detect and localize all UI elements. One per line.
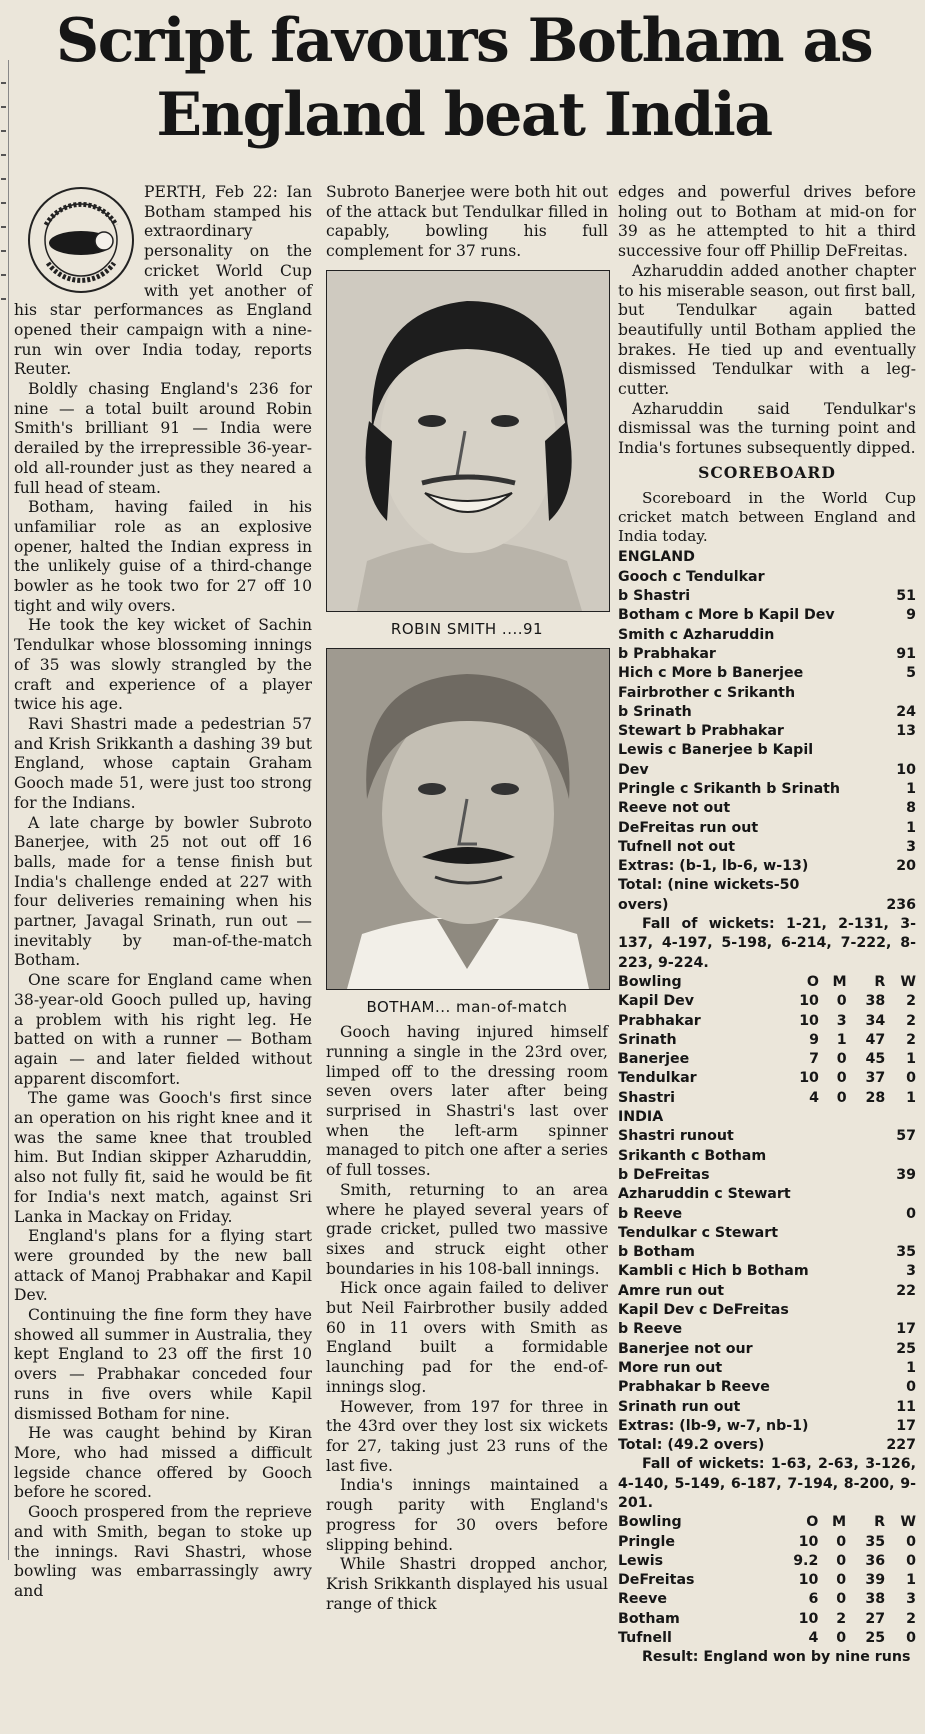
batsman-dismissal: Tendulkar c Stewart [618,1224,779,1241]
bowling-row [618,1571,916,1590]
england-bowling-table [618,1513,916,1648]
paragraph: Azharuddin added another chapter to his miserable season, out first ball, but Tendulkar again batted beautifully until Botham applied the brakes. He tied up and eventually dismissed Tendulkar with a leg-cutter. [618,261,916,399]
runs: 24 [896,703,916,720]
bowling-cell: 6 [808,1591,819,1608]
scoreboard-heading: SCOREBOARD [698,462,836,482]
batting-row [618,626,916,645]
bowling-header: O [806,1514,819,1531]
article-column-2 [326,183,608,1614]
runs [876,876,916,895]
runs: 5 [906,665,916,682]
bowling-row [618,1629,916,1648]
bowling-cell: 2 [906,1610,916,1627]
batsman-dismissal: Total: (49.2 overs) [618,1437,765,1454]
match-result: Result: England won by nine runs [642,1649,911,1666]
batsman-dismissal: b Reeve [618,1321,683,1338]
runs: 3 [906,1263,916,1280]
bowling-header: W [900,1514,916,1531]
batsman-dismissal: Tufnell not out [618,838,735,855]
paragraph: Ravi Shastri made a pedestrian 57 and Krish Srikkanth a dashing 39 but England, whose captain Graham Gooch made 51, were just too strong for the Indians. [14,714,312,812]
headline [14,4,914,152]
runs: 91 [896,645,916,662]
batsman-dismissal: Botham c More b Kapil Dev [618,607,835,624]
paragraph: Hick once again failed to deliver but Neil Fairbrother busily added 60 in 11 overs with Smith as England built a formidable launching pad for the end-of-innings slog. [326,1279,608,1396]
bowling-cell: 34 [865,1012,886,1029]
batsman-dismissal: Total: (nine wickets-50 [618,877,800,894]
bowling-cell: 1 [906,1051,916,1068]
bowling-cell: 38 [865,993,886,1010]
batting-row [618,780,916,799]
bowling-cell: 0 [836,1572,847,1589]
batting-row [618,741,916,760]
paragraph: He was caught behind by Kiran More, who had missed a difficult legside chance offered by Gooch before he scored. [14,1424,312,1502]
india-batting [618,1127,916,1455]
bowling-cell: DeFreitas [618,1572,695,1589]
paragraph: India's innings maintained a rough parity with England's progress for 30 overs before slipping behind. [326,1476,608,1554]
bowling-cell: 36 [865,1552,886,1569]
bowling-header: Bowling [618,1514,682,1531]
batting-row [618,799,916,818]
runs: 51 [896,588,916,605]
bowling-cell: 27 [865,1610,886,1627]
runs [876,1224,916,1243]
batsman-dismissal: b Prabhakar [618,645,716,662]
batting-row [618,1301,916,1320]
paragraph: He took the key wicket of Sachin Tendulkar whose blossoming innings of 35 was slowly strangled by the craft and experience of a player twice his age. [14,616,312,714]
england-batting [618,568,916,915]
batting-row [618,819,916,838]
bowling-row [618,1089,916,1108]
bowling-cell: 10 [799,993,819,1010]
scoreboard [618,489,916,1668]
bowling-cell: 10 [798,1610,819,1627]
runs [876,1301,916,1320]
bowling-cell: 25 [865,1630,886,1647]
batsman-dismissal: Prabhakar b Reeve [618,1379,770,1396]
paragraph: edges and powerful drives before holing out to Botham at mid-on for 39 as he attempted to hit a third successive four off Phillip DeFreitas. [618,183,916,261]
batsman-dismissal: Pringle c Srikanth b Srinath [618,781,841,797]
bowling-cell: 0 [906,1070,916,1087]
bowling-cell: 4 [809,1089,819,1106]
batsman-dismissal: overs) [618,896,669,913]
batsman-dismissal: Kambli c Hich b Botham [618,1263,809,1280]
bowling-cell: 2 [836,1610,847,1627]
bowling-header: R [874,1514,886,1531]
bowling-cell: 35 [865,1533,886,1550]
paragraph: While Shastri dropped anchor, Krish Srikkanth displayed his usual range of thick [326,1555,608,1613]
botham-photo [326,648,610,990]
batsman-dismissal: Stewart b Prabhakar [618,723,784,740]
runs: 0 [906,1205,916,1222]
batting-row [618,722,916,741]
bowling-cell: Tendulkar [618,1070,697,1087]
bowling-cell: 37 [865,1070,886,1087]
bowling-cell: 9 [809,1031,819,1048]
batting-row [618,1185,916,1204]
bowling-cell: Prabhakar [618,1012,701,1029]
batsman-dismissal: Srinath run out [618,1398,741,1415]
bowling-header: W [900,973,916,990]
runs [876,741,916,760]
batting-row [618,1243,916,1262]
runs [876,1147,916,1166]
batting-row [618,645,916,664]
bowling-cell: Lewis [618,1552,664,1569]
paragraph: Botham, having failed in his unfamiliar role as an explosive opener, halted the Indian express in the unlikely guise of a third-change bowler as he took two for 27 off 10 tight and wily overs. [14,498,312,615]
bowling-row [618,1012,916,1031]
article-column-3 [618,183,916,1668]
runs [876,1185,916,1204]
batting-row [618,876,916,895]
batsman-dismissal: Hich c More b Banerjee [618,665,804,682]
scoreboard-intro: Scoreboard in the World Cup cricket match between England and India today. [618,488,916,546]
batsman-dismissal: Lewis c Banerjee b Kapil [618,742,814,759]
bowling-cell: 38 [865,1591,886,1608]
batsman-dismissal: b DeFreitas [618,1166,710,1183]
bowling-cell: 9.2 [793,1552,819,1569]
batsman-dismissal: DeFreitas run out [618,819,759,836]
bowling-cell: 0 [906,1630,916,1647]
runs: 25 [896,1340,916,1357]
runs: 3 [906,838,916,855]
runs: 8 [906,800,916,817]
headline-line-1: Script favours Botham as [55,6,873,76]
batting-row [618,1127,916,1146]
bowling-cell: Srinath [618,1031,677,1048]
bowling-cell: 10 [799,1012,819,1029]
runs: 236 [886,896,916,913]
bowling-cell: 0 [836,1533,847,1550]
bowling-cell: 3 [906,1591,916,1608]
runs [876,684,916,703]
bowling-cell: 0 [836,1591,847,1608]
bowling-header: M [832,1514,847,1531]
england-fall-of-wickets: Fall of wickets: 1-21, 2-131, 3-137, 4-197, 5-198, 6-214, 7-222, 8-223, 9-224. [618,916,916,971]
bowling-cell: 2 [906,1031,916,1048]
bowling-cell: 0 [836,1630,847,1647]
batting-row [618,896,916,915]
bowling-cell: 1 [836,1031,847,1048]
batsman-dismissal: b Reeve [618,1205,683,1222]
batting-row [618,1340,916,1359]
bowling-cell: 0 [836,993,847,1010]
batting-row [618,568,916,587]
bowling-cell: 10 [798,1572,819,1589]
batting-row [618,664,916,683]
bowling-cell: 7 [809,1051,819,1068]
bowling-cell: Botham [618,1610,680,1627]
batting-row [618,1398,916,1417]
runs [876,626,916,645]
bowling-cell: Shastri [618,1089,675,1106]
runs: 1 [906,781,916,797]
bowling-cell: 0 [906,1533,916,1550]
bowling-row [618,1610,916,1629]
bowling-cell: 28 [865,1089,886,1106]
england-label: ENGLAND [618,549,695,566]
runs: 9 [906,607,916,624]
runs: 1 [906,819,916,836]
bowling-cell: Kapil Dev [618,993,695,1010]
runs: 17 [896,1417,916,1434]
bowling-cell: 0 [836,1552,847,1569]
runs: 11 [896,1398,916,1415]
bowling-cell: 10 [799,1070,819,1087]
batsman-dismissal: Azharuddin c Stewart [618,1186,791,1203]
batting-row [618,1436,916,1455]
batsman-dismissal: Fairbrother c Srikanth [618,684,796,701]
runs: 35 [896,1244,916,1261]
runs: 57 [896,1128,916,1145]
paragraph: One scare for England came when 38-year-old Gooch pulled up, having a problem with his right leg. He batted on with a runner — Botham again — and later fielded without apparent discomfort. [14,971,312,1088]
bowling-cell: 45 [865,1051,886,1068]
paragraph: PERTH, Feb 22: Ian Botham stamped his extraordinary personality on the cricket World Cup with yet another of his star performances as England opened their campaign with a nine-run win over India today, reports Reuter. [14,183,312,379]
batsman-dismissal: Kapil Dev c DeFreitas [618,1302,789,1319]
runs: 39 [896,1166,916,1183]
runs: 22 [896,1282,916,1299]
bowling-cell: 39 [865,1572,886,1589]
batsman-dismissal: More run out [618,1359,723,1376]
robin-smith-photo [326,270,610,612]
bowling-cell: 3 [836,1012,847,1029]
bowling-cell: 0 [836,1089,847,1106]
paragraph: A late charge by bowler Subroto Banerjee, with 25 not out off 16 balls, made for a tense finish but India's challenge ended at 227 with four deliveries remaining when his partner, Javagal Srinath, run out — inevitably by man-of-the-match Botham. [14,813,312,970]
batting-row [618,587,916,606]
bowling-cell: 1 [906,1089,916,1106]
runs: 13 [896,723,916,740]
bowling-cell: Tufnell [618,1630,672,1647]
bowling-cell: Pringle [618,1533,675,1550]
batsman-dismissal: Dev [618,761,649,778]
india-bowling-table [618,973,916,1108]
bowling-cell: Reeve [618,1591,668,1608]
paragraph: Continuing the fine form they have showed all summer in Australia, they kept England to 23 off the first 10 overs — Prabhakar conceded four runs in five overs while Kapil dismissed Botham for nine. [14,1306,312,1423]
batting-row [618,1359,916,1378]
paragraph: Smith, returning to an area where he played several years of grade cricket, pulled two massive sixes and struck eight other boundaries in his 108-ball innings. [326,1180,608,1278]
page-edge-marks [0,60,9,1560]
batting-row [618,684,916,703]
paragraph: Gooch having injured himself running a single in the 23rd over, limped off to the dressing room seven overs later after being surprised in Shastri's last over when the left-arm spinner managed to pitch one after a series of full tosses. [326,1023,608,1180]
bowling-row [618,1031,916,1050]
batting-row [618,1417,916,1436]
paragraph: Azharuddin said Tendulkar's dismissal was the turning point and India's fortunes subsequently dipped. [618,399,916,458]
runs [876,568,916,587]
batting-row [618,606,916,625]
bowling-cell: 0 [906,1552,916,1569]
batting-row [618,761,916,780]
batting-row [618,857,916,876]
paragraph: The game was Gooch's first since an operation on his right knee and it was the same knee that troubled him. But Indian skipper Azharuddin, also not fully fit, said he would be fit for India's next match, against Sri Lanka in Mackay on Friday. [14,1089,312,1226]
bowling-header: M [832,973,847,990]
bowling-row [618,1552,916,1571]
bowling-cell: 47 [865,1031,886,1048]
runs: 20 [896,858,916,875]
batting-row [618,1147,916,1166]
batsman-dismissal: Extras: (lb-9, w-7, nb-1) [618,1417,809,1434]
bowling-header: O [806,973,819,990]
bowling-cell: Banerjee [618,1051,690,1068]
batsman-dismissal: b Botham [618,1244,695,1261]
bowling-cell: 10 [798,1533,819,1550]
batsman-dismissal: Smith c Azharuddin [618,626,775,643]
batting-row [618,1282,916,1301]
runs: 227 [886,1437,916,1454]
runs: 17 [896,1321,916,1338]
bowling-cell: 4 [808,1630,819,1647]
bowling-header: R [874,973,886,990]
bowling-row [618,1069,916,1088]
batsman-dismissal: b Srinath [618,703,692,720]
batting-row [618,703,916,722]
bowling-row [618,1533,916,1552]
paragraph: England's plans for a flying start were grounded by the new ball attack of Manoj Prabhakar and Kapil Dev. [14,1227,312,1305]
bowling-cell: 2 [906,993,916,1010]
batting-row [618,1205,916,1224]
batsman-dismissal: Reeve not out [618,800,731,817]
batting-row [618,1320,916,1339]
world-cup-logo [26,185,136,295]
batting-row [618,1166,916,1185]
bowling-cell: 2 [906,1012,916,1029]
paragraph: However, from 197 for three in the 43rd over they lost six wickets for 27, taking just 23 runs of the last five. [326,1397,608,1475]
batting-row [618,1262,916,1281]
bowling-cell: 0 [836,1051,847,1068]
batting-row [618,1224,916,1243]
paragraph: Boldly chasing England's 236 for nine — a total built around Robin Smith's brilliant 91 — India were derailed by the irrepressible 36-year-old all-rounder just as they neared a full head of steam. [14,380,312,497]
bowling-cell: 1 [906,1572,916,1589]
batting-row [618,1378,916,1397]
headline-line-2: England beat India [156,80,772,150]
batting-row [618,838,916,857]
bowling-row [618,1590,916,1609]
bowling-row [618,992,916,1011]
paragraph: Gooch prospered from the reprieve and with Smith, began to stoke up the innings. Ravi Shastri, whose bowling was embarrassingly awry and [14,1503,312,1600]
batsman-dismissal: Banerjee not our [618,1340,753,1357]
batsman-dismissal: b Shastri [618,588,691,605]
runs: 10 [896,761,916,778]
india-fall-of-wickets: Fall of wickets: 1-63, 2-63, 3-126, 4-140, 5-149, 6-187, 7-194, 8-200, 9-201. [618,1456,916,1511]
article-column-1 [14,183,312,1602]
bowling-cell: 0 [836,1070,847,1087]
runs: 0 [906,1379,916,1396]
bowling-row [618,1050,916,1069]
india-label: INDIA [618,1109,664,1126]
batsman-dismissal: Gooch c Tendulkar [618,568,765,585]
batsman-dismissal: Srikanth c Botham [618,1147,767,1164]
bowling-header: Bowling [618,973,682,990]
batsman-dismissal: Extras: (b-1, lb-6, w-13) [618,858,809,875]
robin-smith-caption: ROBIN SMITH ....91 [390,619,544,638]
batsman-dismissal: Amre run out [618,1282,725,1299]
batsman-dismissal: Shastri runout [618,1128,734,1145]
runs: 1 [906,1359,916,1376]
paragraph: Subroto Banerjee were both hit out of the attack but Tendulkar filled in capably, bowling his full complement for 37 runs. [326,183,608,261]
botham-caption: BOTHAM... man-of-match [366,997,568,1016]
